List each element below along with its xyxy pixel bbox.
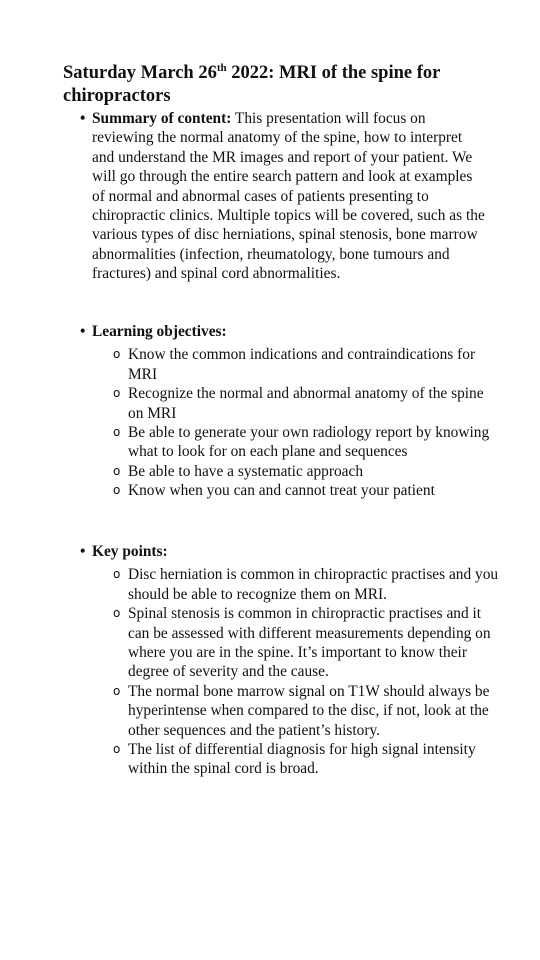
list-item (80, 565, 500, 604)
list-item (80, 682, 500, 740)
list-item (80, 462, 500, 481)
list-item-text: Be able to have a systematic approach (128, 462, 364, 480)
sub-bullet: o (113, 483, 121, 498)
objectives-section (80, 322, 500, 501)
page-title (63, 62, 513, 108)
summary-bullet: • (80, 110, 86, 127)
list-item (80, 384, 500, 423)
summary-heading: Summary of content: (92, 110, 232, 127)
list-item-text: The list of differential diagnosis for high signal intensity within the spinal cord is broad. (128, 741, 476, 778)
list-item (80, 423, 500, 462)
title-text-end: 2022: MRI of the spine for chiropractors (63, 63, 441, 106)
key-points-list (80, 565, 500, 778)
list-item (80, 345, 500, 384)
summary-section (80, 109, 485, 284)
sub-bullet: o (113, 606, 121, 621)
sub-bullet: o (113, 425, 121, 440)
objectives-heading: Learning objectives: (92, 323, 227, 340)
list-item-text: Know when you can and cannot treat your patient (128, 482, 435, 500)
sub-bullet: o (113, 683, 121, 698)
objectives-bullet: • (80, 323, 86, 340)
objectives-list (80, 345, 500, 500)
sub-bullet: o (113, 386, 121, 401)
title-ordinal-suffix: th (216, 61, 227, 74)
sub-bullet: o (113, 463, 121, 478)
sub-bullet: o (113, 347, 121, 362)
list-item-text: Disc herniation is common in chiropractic practises and you should be able to recognize them on MRI. (128, 566, 499, 603)
title-text-start: Saturday March 26 (63, 63, 217, 83)
list-item (80, 481, 500, 500)
list-item-text: Know the common indications and contraindications for MRI (128, 346, 476, 383)
key-points-bullet: • (80, 543, 86, 560)
sub-bullet: o (113, 567, 121, 582)
sub-bullet: o (113, 742, 121, 757)
list-item-text: Spinal stenosis is common in chiropractic practises and it can be assessed with different measurements depending on where you are in the spine. It’s important to know their degree of severity and the cause. (128, 605, 491, 681)
summary-text: This presentation will focus on reviewing the normal anatomy of the spine, how to interpret and understand the MR images and report of your patient. We will go through the entire search pattern and look at examples of normal and abnormal cases of patients presenting to chiropractic clinics. Multiple topics will be covered, such as the various types of disc herniations, spinal stenosis, bone marrow abnormalities (infection, rheumatology, bone tumours and fractures) and spinal cord abnormalities. (92, 110, 485, 283)
list-item-text: The normal bone marrow signal on T1W should always be hyperintense when compared to the disc, if not, look at the other sequences and the patient’s history. (128, 682, 490, 739)
key-points-heading: Key points: (92, 543, 168, 560)
list-item (80, 604, 500, 682)
list-item-text: Be able to generate your own radiology report by knowing what to look for on each plane and sequences (128, 424, 490, 461)
list-item (80, 740, 500, 779)
list-item-text: Recognize the normal and abnormal anatomy of the spine on MRI (128, 385, 484, 422)
key-points-section (80, 542, 500, 779)
